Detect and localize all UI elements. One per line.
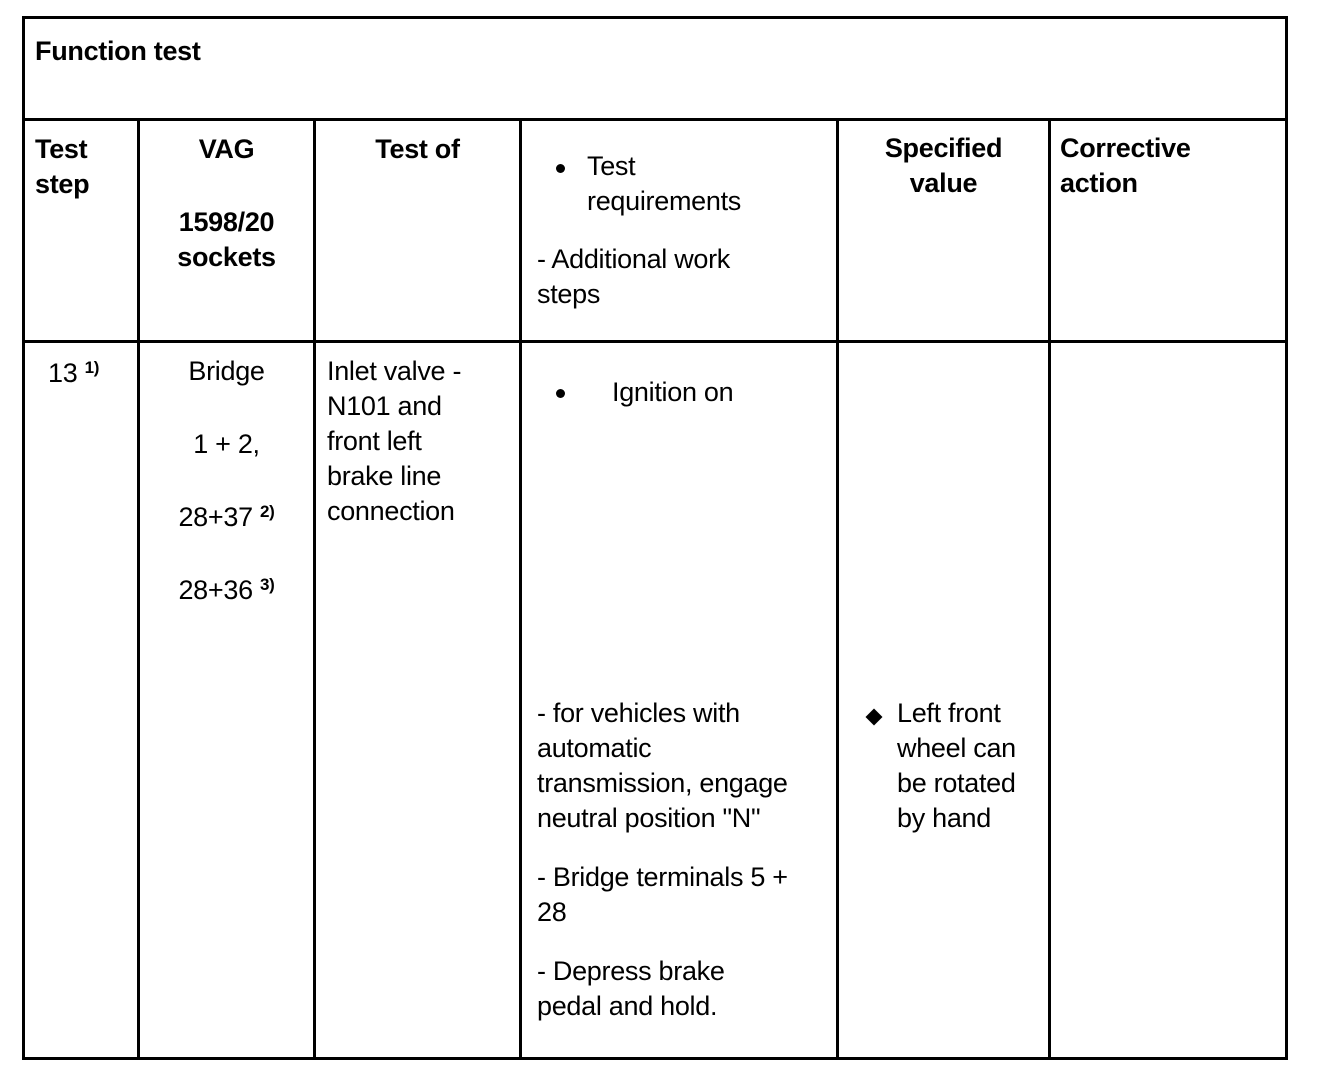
column-divider-3 — [519, 121, 522, 1057]
bullet-icon — [556, 164, 565, 173]
row-requirement-ignition: Ignition on — [612, 377, 734, 407]
row-test-of: Inlet valve - N101 and front left brake line connection — [327, 356, 462, 526]
header-specified-value: Specified value — [884, 133, 1003, 198]
header-vag: VAG 1598/20 sockets — [177, 134, 276, 272]
column-divider-5 — [1048, 121, 1051, 1057]
title-divider — [25, 118, 1285, 121]
header-test-of: Test of — [375, 134, 460, 164]
diamond-bullet-icon — [866, 709, 883, 726]
header-corrective-action: Corrective action — [1060, 133, 1191, 198]
additional-step-1: - for vehicles with automatic transmission, engage neutral position "N" — [537, 698, 788, 833]
row-specified-value: Left front wheel can be rotated by hand — [897, 698, 1016, 833]
header-additional-work-steps: - Additional work steps — [537, 244, 730, 309]
additional-step-3: - Depress brake pedal and hold. — [537, 956, 725, 1021]
additional-step-2: - Bridge terminals 5 + 28 — [537, 862, 788, 927]
row-additional-steps — [537, 696, 788, 1024]
row-test-step: 13 $^{1)}$ — [48, 358, 100, 388]
column-divider-2 — [313, 121, 316, 1057]
column-divider-4 — [836, 121, 839, 1057]
function-test-table — [22, 16, 1288, 1060]
table-title: Function test — [35, 36, 201, 66]
header-test-requirements: Test requirements — [587, 151, 741, 216]
header-test-step: Test step — [35, 134, 90, 199]
header-divider — [25, 340, 1285, 343]
bullet-icon — [556, 389, 565, 398]
row-vag-sockets: Bridge 1 + 2, 28+37 $^{2)}$ 28+36 $^{3)}$ — [178, 356, 275, 605]
